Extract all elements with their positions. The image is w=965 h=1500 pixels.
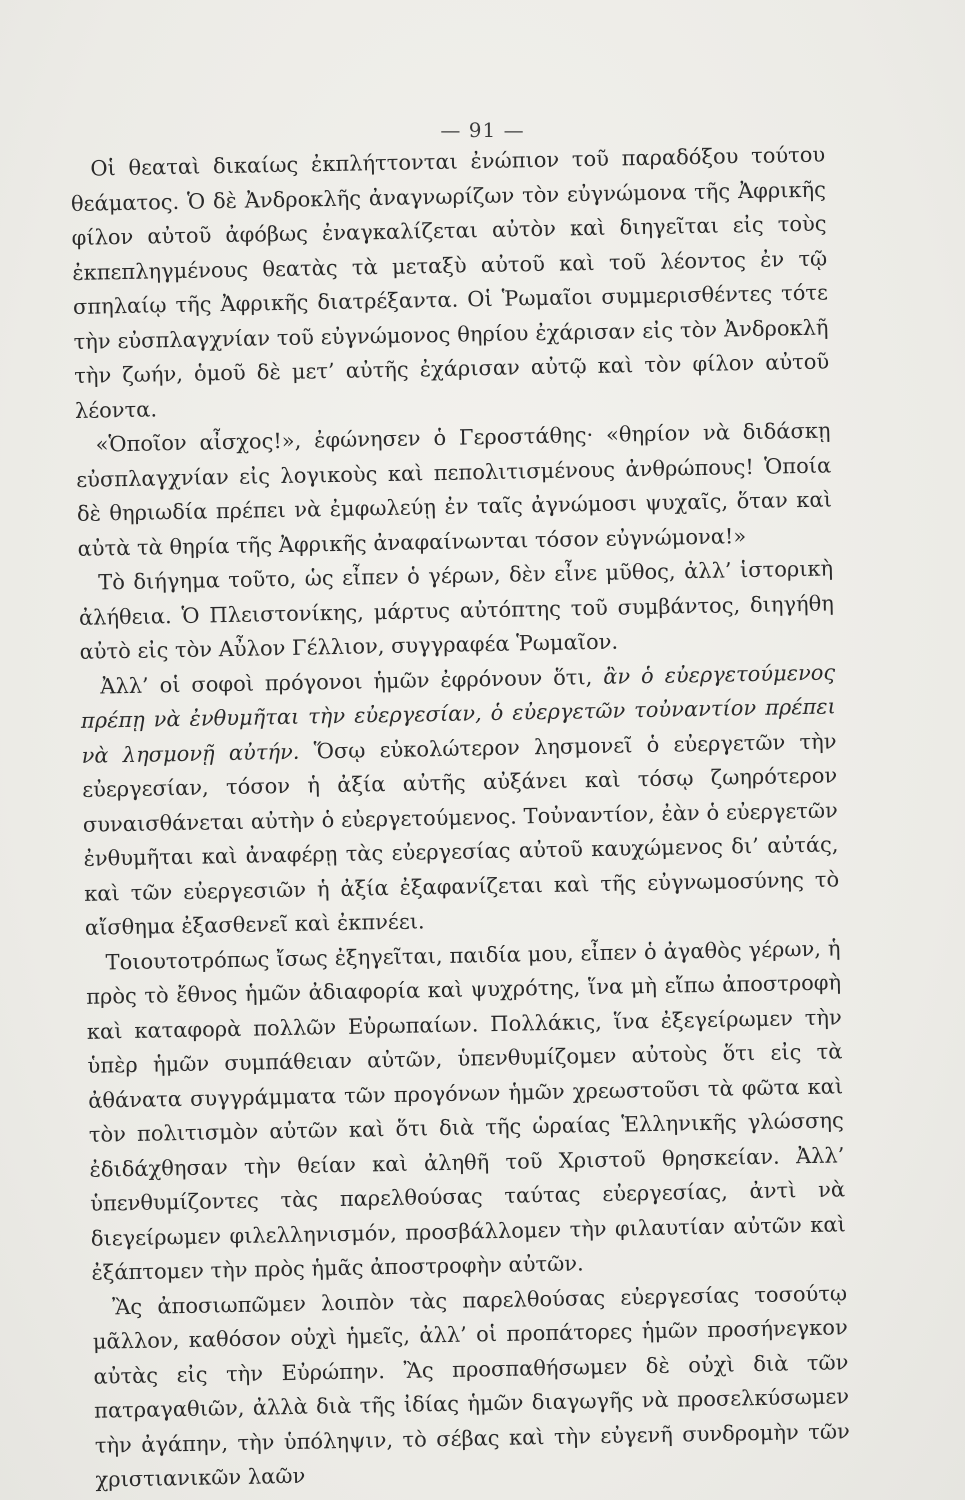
paragraph-3: Τὸ διήγημα τοῦτο, ὡς εἶπεν ὁ γέρων, δὲν εἶνε μῦθος, ἀλλ’ ἱστορικὴ ἀλήθεια. Ὁ Πλειστονίκης, μάρτυς αὐτόπτης τοῦ συμβάντος, διηγήθη αὐτὸ εἰς τὸν Αὖλον Γέλλιον, συγγραφέα Ῥωμαῖον. [78, 556, 835, 664]
paragraph-1: Οἱ θεαταὶ δικαίως ἐκπλήττονται ἐνώπιον τοῦ παραδόξου τούτου θεάματος. Ὁ δὲ Ἀνδροκλῆς ἀναγνωρίζων τὸν εὐγνώμονα τῆς Ἀφρικῆς φίλον αὐτοῦ ἀφόβως ἐναγκαλίζεται αὐτὸν καὶ διηγεῖται εἰς τοὺς ἐκπεπληγμένους θεατὰς τὰ μεταξὺ αὐτοῦ καὶ τοῦ λέοντος ἐν τῷ σπηλαίῳ τῆς Ἀφρικῆς διατρέξαντα. Οἱ Ῥωμαῖοι συμμερισθέντες τότε τὴν εὐσπλαγχνίαν τοῦ εὐγνώμονος θηρίου ἐχάρισαν εἰς τὸν Ἀνδροκλῆ τὴν ζωήν, ὁμοῦ δὲ μετ’ αὐτῆς ἐχάρισαν αὐτῷ καὶ τὸν φίλον αὐτοῦ λέοντα. [70, 142, 830, 423]
paragraph-4 [80, 655, 840, 945]
paragraph-6: Ἂς ἀποσιωπῶμεν λοιπὸν τὰς παρελθούσας εὐεργεσίας τοσούτῳ μᾶλλον, καθόσον οὐχὶ ἡμεῖς, ἀλλ’ οἱ προπάτορες ἡμῶν προσήνεγκον αὐτὰς εἰς τὴν Εὐρώπην. Ἂς προσπαθήσωμεν δὲ οὐχὶ διὰ τῶν πατραγαθιῶν, ἀλλὰ διὰ τῆς ἰδίας ἡμῶν διαγωγῆς νὰ προσελκύσωμεν τὴν ἀγάπην, τὴν ὑπόληψιν, τὸ σέβας καὶ τὴν εὐγενῆ συνδρομὴν τῶν χριστιανικῶν λαῶν [92, 1280, 850, 1492]
paragraph-4-rest: Ὅσῳ εὐκολώτερον λησμονεῖ ὁ εὐεργετῶν τὴν εὐεργεσίαν, τόσον ἡ ἀξία αὐτῆς αὐξάνει καὶ τόσῳ ζωηρότερον συναισθάνεται αὐτὴν ὁ εὐεργετούμενος. Τοὐναντίον, ἐὰν ὁ εὐεργετῶν ἐνθυμῆται καὶ ἀναφέρῃ τὰς εὐεργεσίας αὐτοῦ καυχώμενος δι’ αὐτάς, καὶ τῶν εὐεργεσιῶν ἡ ἀξία ἐξαφανίζεται καὶ τῆς εὐγνωμοσύνης τὸ αἴσθημα ἐξασθενεῖ καὶ ἐκπνέει. [82, 728, 840, 940]
paragraph-2: «Ὁποῖον αἶσχος!», ἐφώνησεν ὁ Γεροστάθης· «θηρίον νὰ διδάσκῃ εὐσπλαγχνίαν εἰς λογικοὺς καὶ πεπολιτισμένους ἀνθρώπους! Ὁποία δὲ θηριωδία πρέπει νὰ ἐμφωλεύῃ ἐν ταῖς ἀγνώμοσι ψυχαῖς, ὅταν καὶ αὐτὰ τὰ θηρία τῆς Ἀφρικῆς ἀναφαίνωνται τόσον εὐγνώμονα!» [76, 418, 833, 561]
paragraph-4-intro: Ἀλλ’ οἱ σοφοὶ πρόγονοι ἡμῶν ἐφρόνουν ὅτι, [100, 664, 604, 699]
paragraph-5: Τοιουτοτρόπως ἴσως ἐξηγεῖται, παιδία μου, εἶπεν ὁ ἀγαθὸς γέρων, ἡ πρὸς τὸ ἔθνος ἡμῶν ἀδιαφορία καὶ ψυχρότης, ἵνα μὴ εἴπω ἀποστροφὴ καὶ καταφορὰ πολλῶν Εὐρωπαίων. Πολλάκις, ἵνα ἐξεγείρωμεν τὴν ὑπὲρ ἡμῶν συμπάθειαν αὐτῶν, ὑπενθυμίζομεν αὐτοὺς ὅτι εἰς τὰ ἀθάνατα συγγράμματα τῶν προγόνων ἡμῶν χρεωστοῦσι τὰ φῶτα καὶ τὸν πολιτισμὸν αὐτῶν καὶ ὅτι διὰ τῆς ὡραίας Ἑλληνικῆς γλώσσης ἐδιδάχθησαν τὴν θείαν καὶ ἀληθῆ τοῦ Χριστοῦ θρησκείαν. Ἀλλ’ ὑπενθυμίζοντες τὰς παρελθούσας ταύτας εὐεργεσίας, ἀντὶ νὰ διεγείρωμεν φιλελληνισμόν, προσβάλλομεν τὴν φιλαυτίαν αὐτῶν καὶ ἐξάπτομεν τὴν πρὸς ἡμᾶς ἀποστροφὴν αὐτῶν. [85, 935, 846, 1285]
paragraph-4-emphasis: ἂν ὁ εὐεργετούμενος πρέπῃ νὰ ἐνθυμῆται τὴν εὐεργεσίαν, ὁ εὐεργετῶν τοὐναντίον πρέπει νὰ λησμονῇ αὐτήν. [80, 659, 837, 768]
page-number: — 91 — [440, 118, 525, 142]
body-text [70, 138, 851, 1498]
